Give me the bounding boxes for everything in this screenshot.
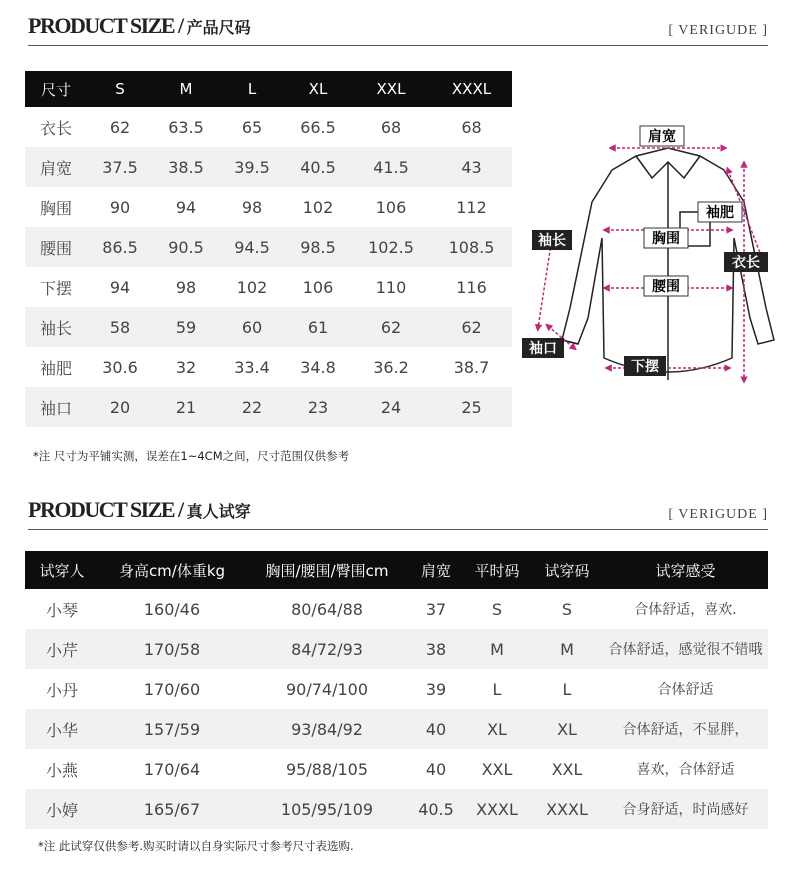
label-shoulder: 肩宽 <box>648 129 676 145</box>
section-title <box>28 497 251 523</box>
table-cell: 157/59 <box>99 709 245 749</box>
table-cell: 108.5 <box>431 227 512 267</box>
table-cell: 165/67 <box>99 789 245 829</box>
table-cell: 62 <box>351 307 431 347</box>
table-cell: 102.5 <box>351 227 431 267</box>
table-cell: 合身舒适，时尚感好 <box>603 789 768 829</box>
table-cell: 98 <box>175 277 197 297</box>
table-row <box>25 669 768 709</box>
table-cell: 62 <box>431 307 512 347</box>
try-on-note: *注 此试穿仅供参考.购买时请以自身实际尺寸参考尺寸表选购. <box>38 839 354 853</box>
table-cell: 小丹 <box>45 680 78 700</box>
table-cell: 110 <box>375 277 407 297</box>
label-hem: 下摆 <box>631 359 659 375</box>
table-cell: 21 <box>153 387 219 427</box>
table-cell: 61 <box>285 307 351 347</box>
table-cell: 39.5 <box>219 147 285 187</box>
label-sleeve-width: 袖肥 <box>706 205 734 221</box>
table-cell: L <box>492 679 502 699</box>
table-row <box>25 187 512 227</box>
table-cell: 63.5 <box>168 117 204 137</box>
section-title-cn: 真人试穿 <box>186 502 251 521</box>
section-title <box>28 13 251 39</box>
table-cell: M <box>531 629 603 669</box>
table-cell: 合体舒适 <box>657 682 714 698</box>
table-cell: 小芹 <box>25 629 99 669</box>
table-cell: 93/84/92 <box>245 709 409 749</box>
table-cell: 小燕 <box>45 760 78 780</box>
table-row <box>25 307 512 347</box>
table-cell: 20 <box>87 387 153 427</box>
table-row <box>25 227 512 267</box>
table-row <box>25 107 512 147</box>
table-cell: 94 <box>175 197 197 217</box>
column-header: M <box>153 71 219 107</box>
table-cell: 102 <box>236 277 268 297</box>
table-row <box>25 709 768 749</box>
table-cell: 106 <box>302 277 334 297</box>
table-cell: 34.8 <box>300 357 336 377</box>
table-cell: 24 <box>351 387 431 427</box>
table-cell: 90/74/100 <box>285 679 369 699</box>
table-cell: 98.5 <box>285 227 351 267</box>
table-cell: 105/95/109 <box>245 789 409 829</box>
table-cell: 合体舒适，不显胖， <box>603 709 768 749</box>
table-cell: 68 <box>380 117 402 137</box>
table-cell: 38.5 <box>153 147 219 187</box>
brand-label: [ VERIGUDE ] <box>668 507 768 522</box>
column-header: 试穿人 <box>25 551 99 589</box>
label-chest: 胸围 <box>652 231 680 247</box>
table-cell: 袖口 <box>25 387 87 427</box>
table-cell: 160/46 <box>143 599 201 619</box>
table-cell: 38 <box>409 629 463 669</box>
table-cell: 下摆 <box>39 278 72 298</box>
table-row <box>25 749 768 789</box>
table-cell: 41.5 <box>351 147 431 187</box>
table-row <box>25 589 768 629</box>
table-cell: 袖长 <box>25 307 87 347</box>
table-cell: 22 <box>219 387 285 427</box>
label-waist: 腰围 <box>652 279 680 295</box>
column-header: 尺寸 <box>25 71 87 107</box>
table-cell: 65 <box>241 117 263 137</box>
table-cell: 合体舒适，感觉很不错哦 <box>603 629 768 669</box>
table-cell: 106 <box>375 197 407 217</box>
table-row <box>25 789 768 829</box>
table-cell: XL <box>531 709 603 749</box>
table-cell: 86.5 <box>87 227 153 267</box>
table-cell: XXXL <box>531 789 603 829</box>
table-cell: 衣长 <box>39 118 72 138</box>
table-cell: 33.4 <box>234 357 270 377</box>
table-cell: 62 <box>109 117 131 137</box>
column-header: 肩宽 <box>409 551 463 589</box>
section-title-en: PRODUCT SIZE / <box>28 497 183 522</box>
table-cell: 36.2 <box>373 357 409 377</box>
size-table-header-row <box>25 71 512 107</box>
table-cell: XXL <box>551 759 583 779</box>
table-cell: 59 <box>153 307 219 347</box>
product-size-header <box>28 12 768 46</box>
table-row <box>25 387 512 427</box>
column-header: XXXL <box>431 71 512 107</box>
table-cell: S <box>491 599 503 619</box>
column-header: 胸围/腰围/臀围cm <box>245 551 409 589</box>
column-header: 平时码 <box>463 551 531 589</box>
table-cell: 25 <box>431 387 512 427</box>
table-cell: 84/72/93 <box>245 629 409 669</box>
garment-measurement-diagram <box>518 118 788 398</box>
table-cell: 95/88/105 <box>285 759 369 779</box>
column-header: L <box>219 71 285 107</box>
table-cell: 39 <box>425 679 447 699</box>
table-cell: 60 <box>219 307 285 347</box>
table-cell: 43 <box>431 147 512 187</box>
size-table <box>25 71 512 427</box>
table-cell: L <box>562 679 572 699</box>
table-cell: 94.5 <box>219 227 285 267</box>
brand-label: [ VERIGUDE ] <box>668 23 768 38</box>
column-header: S <box>87 71 153 107</box>
table-cell: 116 <box>456 277 487 297</box>
table-cell: 合体舒适，喜欢. <box>634 602 737 618</box>
table-cell: 38.7 <box>453 357 490 377</box>
column-header: 身高cm/体重kg <box>99 551 245 589</box>
table-cell: 23 <box>285 387 351 427</box>
table-row <box>25 347 512 387</box>
table-cell: 腰围 <box>25 227 87 267</box>
column-header: 试穿感受 <box>603 551 768 589</box>
table-cell: 胸围 <box>39 198 72 218</box>
table-cell: 90 <box>109 197 131 217</box>
table-cell: 170/58 <box>99 629 245 669</box>
table-cell: 小琴 <box>45 600 78 620</box>
section-title-cn: 产品尺码 <box>186 18 251 37</box>
table-cell: 66.5 <box>300 117 336 137</box>
table-row <box>25 147 512 187</box>
table-cell: 170/60 <box>143 679 201 699</box>
table-cell: 58 <box>87 307 153 347</box>
label-sleeve-length: 袖长 <box>538 233 566 249</box>
try-on-table <box>25 551 768 829</box>
table-cell: XL <box>463 709 531 749</box>
table-cell: 68 <box>461 117 482 137</box>
table-cell: 40.5 <box>285 147 351 187</box>
column-header: XXL <box>351 71 431 107</box>
table-cell: 喜欢，合体舒适 <box>636 762 735 778</box>
label-length: 衣长 <box>732 255 760 271</box>
table-cell: 小婷 <box>25 789 99 829</box>
table-cell: 肩宽 <box>25 147 87 187</box>
size-note: *注 尺寸为平铺实测，误差在1~4CM之间，尺寸范围仅供参考 <box>33 449 350 463</box>
table-cell: S <box>561 599 573 619</box>
table-cell: 80/64/88 <box>291 599 363 619</box>
table-cell: 40.5 <box>409 789 463 829</box>
label-cuff: 袖口 <box>529 341 557 357</box>
table-cell: 90.5 <box>153 227 219 267</box>
try-table-header-row <box>25 551 768 589</box>
table-row <box>25 267 512 307</box>
table-cell: 32 <box>175 357 197 377</box>
table-cell: M <box>463 629 531 669</box>
table-cell: 袖肥 <box>39 358 72 378</box>
table-cell: XXXL <box>463 789 531 829</box>
table-cell: 30.6 <box>102 357 138 377</box>
table-cell: XXL <box>481 759 513 779</box>
table-cell: 小华 <box>25 709 99 749</box>
table-cell: 40 <box>409 709 463 749</box>
try-on-header <box>28 496 768 530</box>
table-cell: 112 <box>456 197 487 217</box>
table-cell: 102 <box>302 197 334 217</box>
table-cell: 40 <box>425 759 447 779</box>
table-cell: 98 <box>241 197 263 217</box>
section-title-en: PRODUCT SIZE / <box>28 13 183 38</box>
table-cell: 37.5 <box>87 147 153 187</box>
table-cell: 170/64 <box>143 759 201 779</box>
column-header: 试穿码 <box>531 551 603 589</box>
table-cell: 37 <box>425 599 447 619</box>
table-row <box>25 629 768 669</box>
table-cell: 94 <box>109 277 131 297</box>
column-header: XL <box>285 71 351 107</box>
